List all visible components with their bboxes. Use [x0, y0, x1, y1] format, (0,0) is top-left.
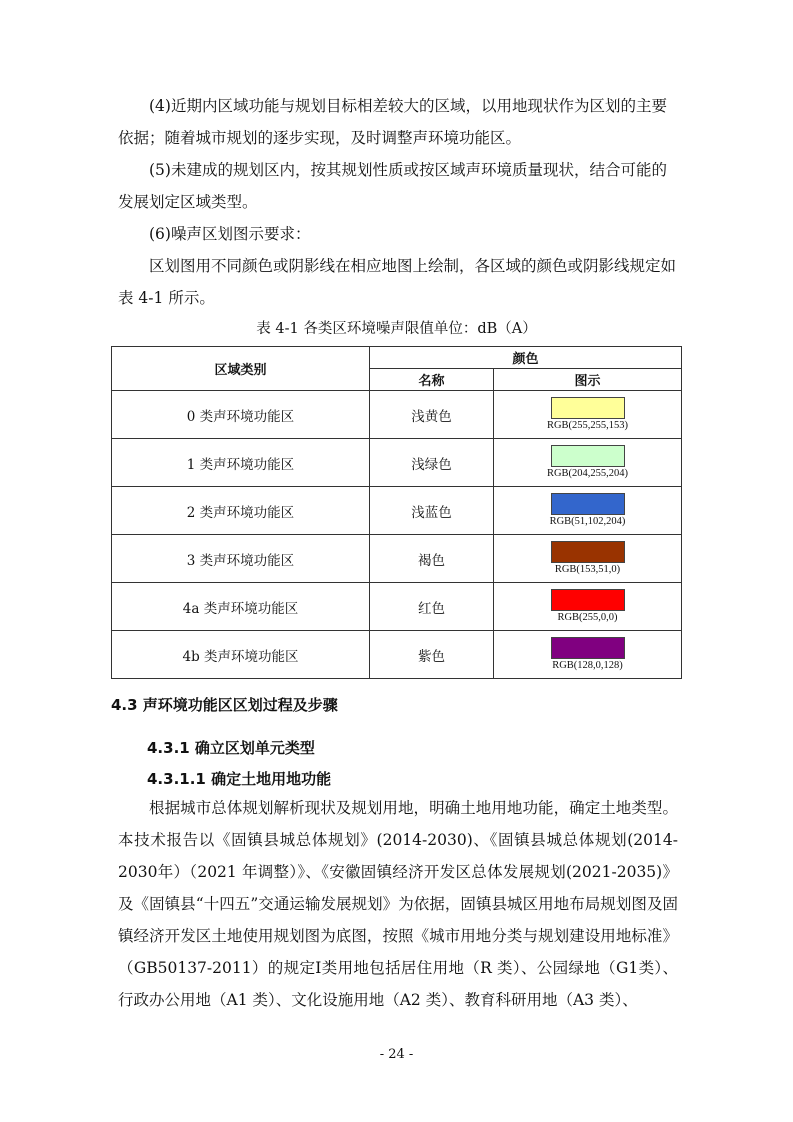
paragraph-item-4-text: (4)近期内区域功能与规划目标相差较大的区域，以用地现状作为区划的主要依据；随着城市规划的逐步实现，及时调整声环境功能区。 — [118, 97, 667, 147]
paragraph-item-6-text: (6)噪声区划图示要求： — [149, 225, 311, 243]
color-figure-cell — [494, 391, 682, 439]
subsubsection-heading: 4.3.1.1 确定土地用地功能 — [147, 770, 332, 788]
table-row — [112, 631, 682, 679]
rgb-label: RGB(255,255,153) — [546, 420, 629, 431]
header-figure: 图示 — [494, 369, 682, 391]
table-row — [112, 439, 682, 487]
subsection-heading: 4.3.1 确立区划单元类型 — [147, 739, 315, 757]
color-figure-cell — [494, 631, 682, 679]
header-name: 名称 — [370, 369, 494, 391]
page-number: - 24 - — [379, 1047, 414, 1062]
rgb-label: RGB(255,0,0) — [557, 612, 618, 623]
table-row — [112, 487, 682, 535]
color-name-cell: 浅黄色 — [370, 391, 494, 439]
noise-zone-table — [111, 346, 682, 679]
paragraph-zoning-map — [118, 250, 678, 314]
color-swatch — [551, 541, 625, 563]
color-name-cell: 紫色 — [370, 631, 494, 679]
color-name-cell: 浅蓝色 — [370, 487, 494, 535]
table-caption: 表 4-1 各类区环境噪声限值单位：dB（A） — [256, 321, 537, 337]
color-swatch — [551, 637, 625, 659]
color-name-cell: 褐色 — [370, 535, 494, 583]
zone-cell: 3 类声环境功能区 — [112, 535, 370, 583]
color-swatch — [551, 397, 625, 419]
paragraph-item-4 — [118, 90, 678, 154]
section-heading: 4.3 声环境功能区区划过程及步骤 — [111, 696, 338, 714]
body-paragraph-text: 根据城市总体规划解析现状及规划用地，明确土地用地功能，确定土地类型。本技术报告以《固镇县城总体规划》(2014-2030)、《固镇县城总体规划(2014-2030年）（2021 年调整）》、《安徽固镇经济开发区总体发展规划(2021-2035)》及《固镇县“十四五”交通运输发展规划》为依据，固镇县城区用地布局规划图及固镇经济开发区土地使用规划图为底图，按照《城市用地分类与规划建设用地标准》（GB50137-2011）的规定Ⅰ类用地包括居住用地（R 类）、公园绿地（G1类）、行政办公用地（A1 类）、文化设施用地（A2 类）、教育科研用地（A3 类）、 — [118, 799, 678, 1009]
color-name-cell: 浅绿色 — [370, 439, 494, 487]
zone-cell: 0 类声环境功能区 — [112, 391, 370, 439]
zone-cell: 2 类声环境功能区 — [112, 487, 370, 535]
color-figure-cell — [494, 535, 682, 583]
table-row — [112, 583, 682, 631]
rgb-label: RGB(128,0,128) — [552, 660, 623, 671]
paragraph-zoning-map-text: 区划图用不同颜色或阴影线在相应地图上绘制，各区域的颜色或阴影线规定如表 4-1 所示。 — [118, 257, 677, 307]
zone-cell: 4a 类声环境功能区 — [112, 583, 370, 631]
table-row — [112, 535, 682, 583]
table-row — [112, 391, 682, 439]
paragraph-item-6 — [118, 218, 678, 250]
color-figure-cell — [494, 487, 682, 535]
header-color: 颜色 — [370, 347, 682, 369]
zone-cell: 4b 类声环境功能区 — [112, 631, 370, 679]
paragraph-item-5 — [118, 154, 678, 218]
color-swatch — [551, 589, 625, 611]
rgb-label: RGB(51,102,204) — [549, 516, 626, 527]
zone-cell: 1 类声环境功能区 — [112, 439, 370, 487]
color-figure-cell — [494, 439, 682, 487]
color-name-cell: 红色 — [370, 583, 494, 631]
body-paragraph — [118, 792, 678, 1016]
rgb-label: RGB(204,255,204) — [546, 468, 629, 479]
color-figure-cell — [494, 583, 682, 631]
color-swatch — [551, 493, 625, 515]
color-swatch — [551, 445, 625, 467]
paragraph-item-5-text: (5)未建成的规划区内，按其规划性质或按区域声环境质量现状，结合可能的发展划定区域类型。 — [118, 161, 667, 211]
header-zone: 区域类别 — [112, 347, 370, 391]
rgb-label: RGB(153,51,0) — [554, 564, 621, 575]
